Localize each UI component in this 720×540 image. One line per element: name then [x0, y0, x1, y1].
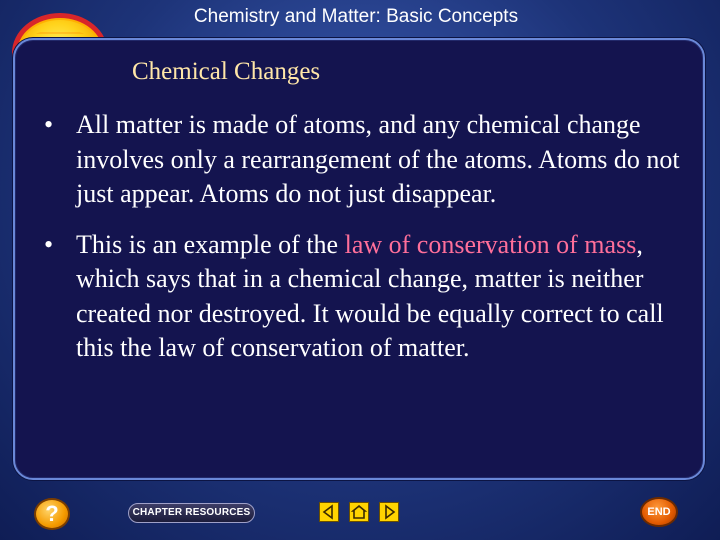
prev-arrow-icon[interactable] [319, 502, 339, 522]
bullet-item-2 [38, 228, 688, 366]
bullet-marker: • [44, 110, 54, 139]
highlighted-term: law of conservation of mass [344, 229, 637, 259]
chapter-resources-button[interactable]: CHAPTER RESOURCES [128, 503, 255, 523]
header-title: Chemistry and Matter: Basic Concepts [193, 6, 519, 27]
home-icon[interactable] [349, 502, 369, 522]
bullet-item-1 [38, 108, 688, 212]
next-arrow-icon[interactable] [379, 502, 399, 522]
end-button[interactable]: END [640, 497, 678, 527]
bullet-text-after: , which says that in a chemical change, matter is neither created nor destroyed. It would be equally correct to call this the law of conservation of matter. [76, 229, 664, 362]
bullet-text: All matter is made of atoms, and any chemical change involves only a rearrangement of the atoms. Atoms do not just appear. Atoms do not just disappear. [76, 110, 680, 208]
slide-title: Chemical Changes [132, 58, 321, 85]
help-button[interactable]: ? [34, 498, 70, 530]
bullet-text-before: This is an example of the [76, 229, 345, 259]
bullet-marker: • [44, 229, 54, 259]
bullet-list [38, 108, 688, 382]
